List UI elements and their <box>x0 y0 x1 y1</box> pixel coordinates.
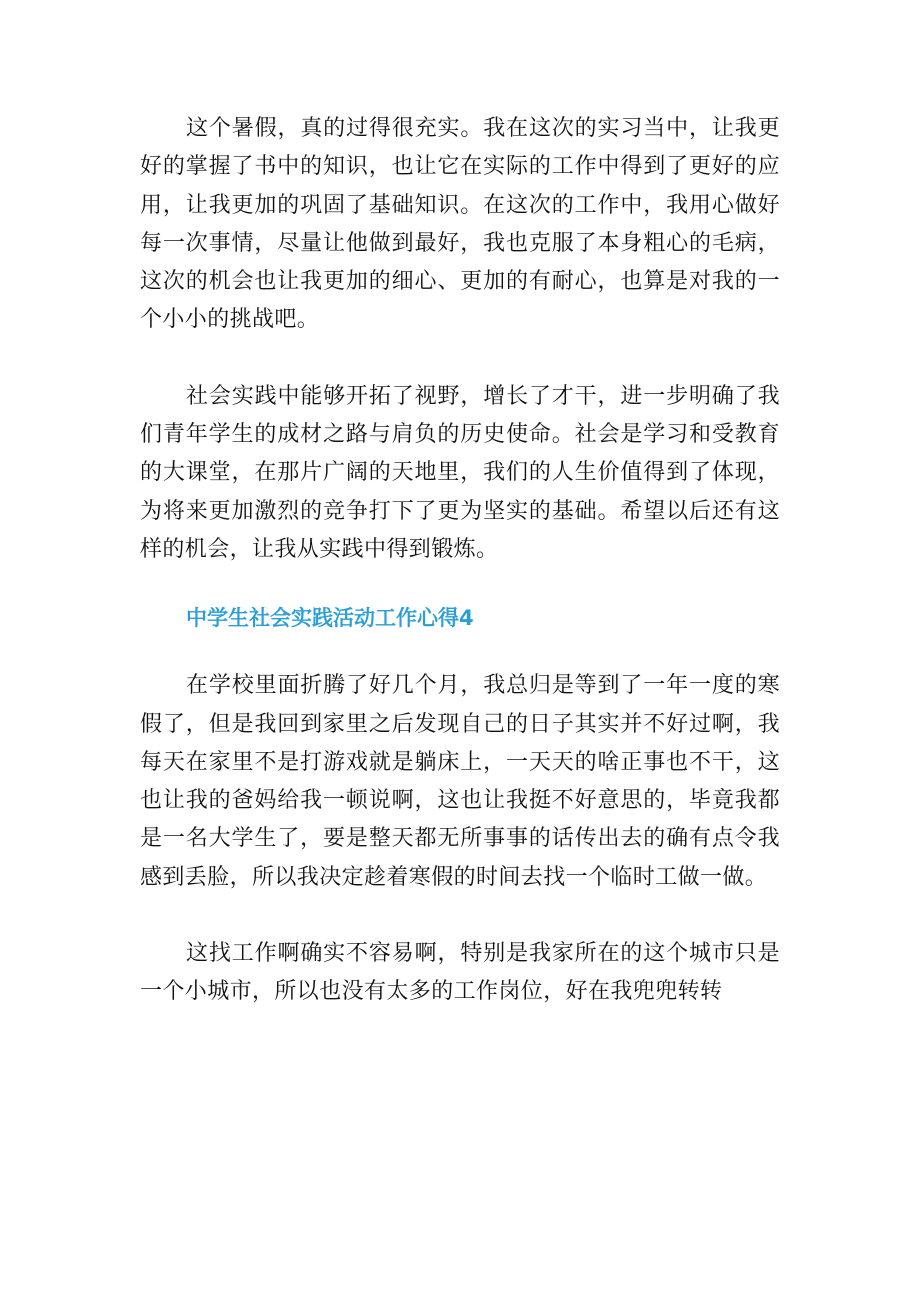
paragraph-spacer <box>140 637 780 667</box>
paragraph-3: 在学校里面折腾了好几个月，我总归是等到了一年一度的寒假了，但是我回到家里之后发现自己的日子其实并不好过啊，我每天在家里不是打游戏就是躺床上，一天天的啥正事也不干，这也让我的爸妈给我一顿说啊，这也让我挺不好意思的，毕竟我都是一名大学生了，要是整天都无所事事的话传出去的确有点令我感到丢脸，所以我决定趁着寒假的时间去找一个临时工做一做。 <box>140 673 780 890</box>
paragraph-spacer <box>140 897 780 935</box>
section-heading: 中学生社会实践活动工作心得4 <box>186 606 474 631</box>
paragraph-2: 社会实践中能够开拓了视野，增长了才干，进一步明确了我们青年学生的成材之路与肩负的历史使命。社会是学习和受教育的大课堂，在那片广阔的天地里，我们的人生价值得到了体现，为将来更加激烈的竞争打下了更为坚实的基础。希望以后还有这样的机会，让我从实践中得到锻炼。 <box>140 383 780 562</box>
paragraph-spacer <box>140 569 780 599</box>
paragraph-4: 这找工作啊确实不容易啊，特别是我家所在的这个城市只是一个小城市，所以也没有太多的工作岗位，好在我兜兜转转 <box>140 941 780 1005</box>
paragraph-1: 这个暑假，真的过得很充实。我在这次的实习当中，让我更好的掌握了书中的知识，也让它在实际的工作中得到了更好的应用，让我更加的巩固了基础知识。在这次的工作中，我用心做好每一次事情，尽量让他做到最好，我也克服了本身粗心的毛病，这次的机会也让我更加的细心、更加的有耐心，也算是对我的一个小小的挑战吧。 <box>140 116 780 333</box>
document-page <box>140 110 780 1012</box>
paragraph-spacer <box>140 340 780 378</box>
